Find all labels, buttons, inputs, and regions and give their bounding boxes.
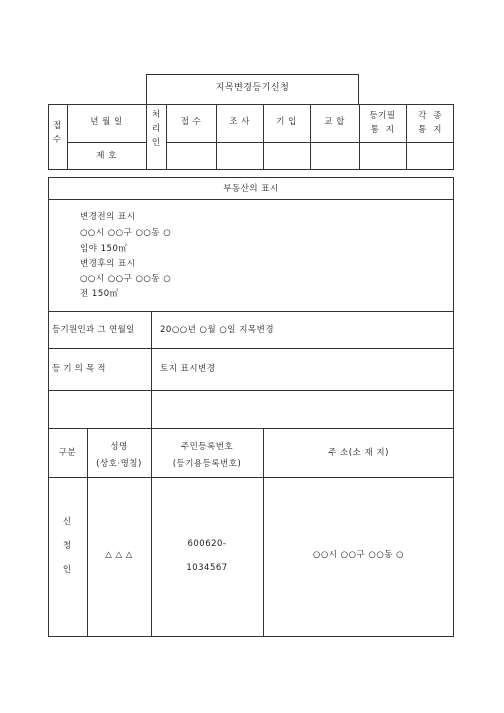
col-collation: 교 합 bbox=[324, 117, 345, 127]
property-line: 전 150㎡ bbox=[80, 289, 119, 299]
property-section-title: 부동산의 표시 bbox=[223, 184, 279, 194]
col-entry: 기 입 bbox=[276, 117, 297, 127]
property-line: 변경전의 표시 bbox=[80, 212, 136, 222]
applicant-col-id: 주민등록번호 (등기용등록번호) bbox=[172, 442, 242, 469]
page-title: 지목변경등기신청 bbox=[215, 83, 290, 93]
applicant-name-value: △ △ △ bbox=[105, 550, 133, 560]
property-line: 임야 150㎡ bbox=[80, 244, 128, 254]
receipt-label: 접 수 bbox=[52, 121, 62, 145]
applicant-col-name: 성명 (상호·명칭) bbox=[96, 442, 142, 469]
number-label: 제 호 bbox=[96, 151, 117, 161]
property-line: ○○시 ○○구 ○○동 ○ bbox=[80, 274, 172, 284]
cause-label: 등기원인과 그 연월일 bbox=[52, 325, 135, 335]
applicant-col-type: 구분 bbox=[58, 448, 77, 458]
processor-label: 처 리 인 bbox=[151, 110, 161, 148]
col-inspection: 조 사 bbox=[229, 117, 250, 127]
date-label: 년 월 일 bbox=[90, 117, 123, 127]
purpose-value: 토지 표시변경 bbox=[160, 364, 216, 374]
applicant-id-value: 600620- 1034567 bbox=[186, 539, 228, 573]
cause-value: 20○○년 ○월 ○일 지목변경 bbox=[160, 325, 275, 335]
applicant-type-value: 신 청 인 bbox=[62, 517, 72, 575]
applicant-address-value: ○○시 ○○구 ○○동 ○ bbox=[312, 550, 405, 560]
col-various-notice: 각 종 통 지 bbox=[418, 111, 442, 135]
applicant-col-address: 주 소(소 재 지) bbox=[328, 448, 389, 458]
property-line: 변경후의 표시 bbox=[80, 259, 136, 269]
property-line: ○○시 ○○구 ○○동 ○ bbox=[80, 228, 172, 238]
col-registration-notice: 등기필 통 지 bbox=[369, 111, 396, 135]
purpose-label: 등 기 의 목 적 bbox=[52, 364, 106, 374]
col-receipt: 접 수 bbox=[180, 117, 202, 127]
